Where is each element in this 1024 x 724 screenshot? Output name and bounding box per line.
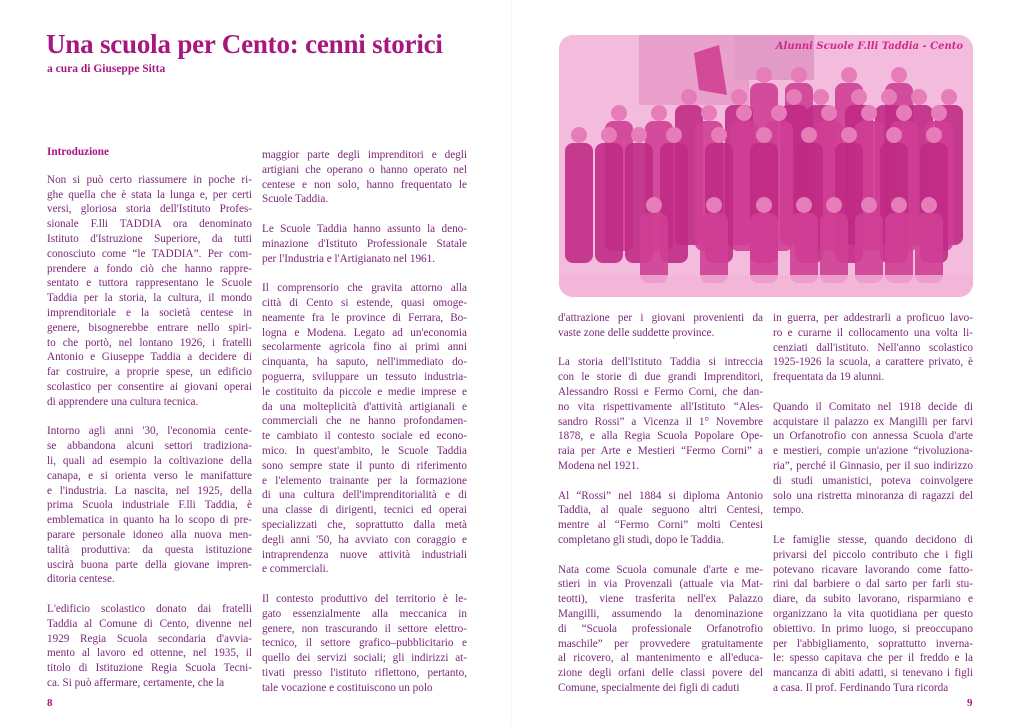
student-head <box>886 127 902 143</box>
text-line: artigiani che operano o hanno operato nel <box>262 163 467 176</box>
paragraph <box>773 311 973 385</box>
text-line: per l'abbigliamento, soprattutto inverna- <box>773 637 973 650</box>
text-line: canapa, e si orienta verso le manifatture <box>47 469 252 482</box>
text-line: tempo. <box>773 504 804 517</box>
paragraph <box>773 533 973 696</box>
paragraph <box>262 148 467 207</box>
text-line: scolastico per consentire ai giovani operai <box>47 380 252 393</box>
text-line: li, quali ad esempio la coltivazione della <box>47 454 252 467</box>
text-line: emblematica in quanto ha lo scopo di pre- <box>47 514 252 527</box>
text-line: talità produttiva: da questa istituzione <box>47 543 252 556</box>
student-head <box>861 105 877 121</box>
text-line: per l'Industria e l'Artigianato nel 1961. <box>262 252 436 265</box>
student-head <box>571 127 587 143</box>
text-line: frequentata da 19 alunni. <box>773 371 885 384</box>
text-line: ria”, perché il Ginnasio, per il suo indirizzo <box>773 459 973 472</box>
student-head <box>706 197 722 213</box>
text-line: potevano ricavare lavorando come fatto- <box>773 563 973 576</box>
text-line: d'attrazione per i giovani provenienti da <box>558 312 763 324</box>
text-line: di una cultura dell'imprenditorialità e di <box>262 489 467 502</box>
student-head <box>711 127 727 143</box>
student-head <box>631 127 647 143</box>
photo-caption: Alunni Scuole F.lli Taddia - Cento <box>775 41 963 52</box>
paragraph <box>558 563 763 696</box>
text-line: solo una ristretta minoranza di ragazzi del <box>773 489 973 502</box>
text-line: genere, bisognerebbe entrare nello spiri- <box>47 321 252 334</box>
text-line: stieri in via Provenzali (attuale via Mat- <box>558 578 763 591</box>
text-line: Il comprensorio che gravita attorno alla <box>262 282 467 295</box>
text-line: e mestieri, compie un'azione “rivoluziona- <box>773 445 973 458</box>
section-heading: Introduzione <box>47 146 109 158</box>
text-line: Quando il Comitato nel 1918 decide di <box>773 400 973 413</box>
text-line: teotti), viene trasferita nell'ex Palazzo <box>558 593 763 606</box>
text-line: obiettivo. In primo luogo, si preoccupano <box>773 622 973 635</box>
text-line: Comune, specialmente dei figli di caduti <box>558 681 740 694</box>
text-line: centese e non solo, hanno frequentato le <box>262 178 467 191</box>
student-head <box>771 105 787 121</box>
text-line: zione degli orfani delle classi povere del <box>558 667 763 680</box>
text-line: al ricovero, al mantenimento e all'educa- <box>558 652 763 665</box>
page-gutter <box>511 0 513 724</box>
student-head <box>601 127 617 143</box>
text-line: se abbandona alcuni settori tradiziona- <box>47 440 252 453</box>
text-line: mento al lavoro ed ottenne, nel 1935, il <box>47 647 252 660</box>
text-line: città di Cento si estende, quasi omoge- <box>262 296 467 309</box>
text-line: e commerciali. <box>262 563 329 576</box>
text-line: Nata come Scuola comunale d'arte e me- <box>558 563 763 576</box>
text-line: 1929 Regia Scuola secondaria d'avvia- <box>47 632 252 645</box>
text-line: sandro Rossi” a Vicenza il 1° Novembre <box>558 415 763 428</box>
student-head <box>646 197 662 213</box>
paragraph <box>47 173 252 410</box>
text-line: 1878, e alla Regia Scuola Popolare Ope- <box>558 430 763 443</box>
text-line: titolo di Istituzione Regia Scuola Tecni- <box>47 662 252 675</box>
student-head <box>841 127 857 143</box>
text-line: poguerra, sviluppare un tessuto industria- <box>262 370 467 383</box>
text-line: e l'elemento trainante per la formazione <box>262 474 467 487</box>
text-line: tivati presso l'istituto riflettono, pertanto, <box>262 666 467 679</box>
text-line: uscirà buona parte della giovane impren- <box>47 558 252 571</box>
text-line: La storia dell'Istituto Taddia si intreccia <box>558 356 763 369</box>
text-line: cinquanta, ha saputo, nell'immediato do- <box>262 356 467 369</box>
text-line: Antonio e Giuseppe Taddia a decidere di <box>47 351 252 364</box>
article-title: Una scuola per Cento: cenni storici <box>46 29 443 59</box>
page-number-right: 9 <box>967 697 973 709</box>
text-line: commerciali che ne hanno profondamen- <box>262 415 467 428</box>
text-line: raia per Arte e Mestieri “Fermo Corni” a <box>558 445 763 458</box>
student-head <box>756 67 772 83</box>
text-line: ro e curarne il collocamento una volta li- <box>773 326 973 339</box>
class-photo-image <box>559 35 973 297</box>
text-line: di “Scuola professionale Orfanotrofio <box>558 622 763 635</box>
text-line: tale vocazione e costituiscono un polo <box>262 681 433 694</box>
student-head <box>731 89 747 105</box>
text-line: Le Scuole Taddia hanno assunto la deno- <box>262 222 467 235</box>
text-line: sono sempre state il punto di riferimento <box>262 459 467 472</box>
text-line: logna e Modena. Legato ad un'economia <box>262 326 467 339</box>
student-head <box>701 105 717 121</box>
student-head <box>813 89 829 105</box>
student-head <box>611 105 627 121</box>
text-column-2 <box>262 148 467 710</box>
text-line: specializzati che, soprattutto dalla metà <box>262 518 467 531</box>
text-line: Modena nel 1921. <box>558 459 640 472</box>
student-head <box>841 67 857 83</box>
text-line: le: spesso capitava che per il freddo e la <box>773 652 973 665</box>
student-body <box>595 143 623 263</box>
student-head <box>931 105 947 121</box>
text-line: Il contesto produttivo del territorio è le- <box>262 592 467 605</box>
text-line: gato essenzialmente alla meccanica in <box>262 607 467 620</box>
student-body <box>640 213 668 283</box>
text-line: di studi umanistici, poteva coinvolgere <box>773 474 973 487</box>
text-line: L'edificio scolastico donato dai fratelli <box>47 602 252 615</box>
student-head <box>791 67 807 83</box>
student-head <box>756 127 772 143</box>
text-line: di apprendere una cultura tecnica. <box>47 395 199 408</box>
paragraph <box>47 602 252 691</box>
class-photo <box>559 35 973 297</box>
text-line: maggior parte degli imprenditori e degli <box>262 149 467 161</box>
ground <box>559 275 973 297</box>
paragraph <box>558 311 763 341</box>
student-body <box>855 213 883 283</box>
text-line: tecnico, il settore grafico–pubblicitario e <box>262 637 467 650</box>
student-head <box>786 89 802 105</box>
paragraph <box>558 355 763 473</box>
text-line: sentato e tuttora rappresentano le Scuole <box>47 277 252 290</box>
text-line: genere, non trascurando il settore elettro- <box>262 622 467 635</box>
text-line: Taddia, al quale seguono altri Centesi, <box>558 504 763 517</box>
text-line: conosciuto come “le TADDIA”. Per com- <box>47 247 252 260</box>
student-body <box>565 143 593 263</box>
article-author: a cura di Giuseppe Sitta <box>47 63 166 75</box>
student-head <box>851 89 867 105</box>
text-line: ghe quella che è stata la lunga e, per certi <box>47 188 252 201</box>
text-line: a casa. Il prof. Ferdinando Tura ricorda <box>773 681 949 694</box>
text-line: da una molteplicità d'attività artigianali e <box>262 400 467 413</box>
text-line: sionale F.lli TADDIA ora denominato <box>47 218 252 231</box>
text-line: Le famiglie stesse, quando decidono di <box>773 533 973 546</box>
paragraph <box>47 424 252 587</box>
student-head <box>941 89 957 105</box>
student-head <box>796 197 812 213</box>
student-head <box>861 197 877 213</box>
text-line: acquistare il palazzo ex Mangilli per farvi <box>773 415 973 428</box>
paragraph <box>262 592 467 696</box>
text-line: le costituito da piccole e medie imprese e <box>262 385 467 398</box>
paragraph <box>262 222 467 266</box>
text-line: Non si può certo riassumere in poche ri- <box>47 173 252 186</box>
text-line: secolarmente agricola fino ai primi anni <box>262 341 467 354</box>
text-column-3 <box>558 311 763 711</box>
text-line: versi, gloriosa storia dell'Istituto Profes- <box>47 203 252 216</box>
text-line: Istituto d'Istruzione Superiore, da tutti <box>47 232 252 245</box>
text-line: intraprendenza nuove attività industriali <box>262 548 467 561</box>
student-body <box>700 213 728 283</box>
text-line: diare, da subito lavorano, risparmiano e <box>773 593 973 606</box>
student-head <box>921 197 937 213</box>
text-line: e l'industria. La nascita, nel 1925, della <box>47 484 252 497</box>
student-head <box>736 105 752 121</box>
student-head <box>826 197 842 213</box>
student-body <box>750 213 778 283</box>
page-number-left: 8 <box>47 697 53 709</box>
text-line: te cambiato il contesto sociale ed econo- <box>262 430 467 443</box>
paragraph <box>558 489 763 548</box>
text-line: maschile” per provvedere gratuitamente <box>558 637 763 650</box>
student-head <box>911 89 927 105</box>
text-line: mentre al “Fermo Corni” molti Centesi <box>558 519 763 532</box>
student-head <box>891 67 907 83</box>
text-line: Mangilli, assumendo la denominazione <box>558 607 763 620</box>
student-head <box>896 105 912 121</box>
student-body <box>915 213 943 283</box>
text-line: no vita rispettivamente all'Istituto “Ales- <box>558 400 763 413</box>
text-line: rini dal barbiere o dal sarto per farli stu- <box>773 578 973 591</box>
student-head <box>801 127 817 143</box>
text-line: mico. In quest'ambito, le Scuole Taddia <box>262 444 467 457</box>
student-body <box>885 213 913 283</box>
text-column-4 <box>773 311 973 711</box>
text-line: organizzano la vita quotidiana per questo <box>773 607 973 620</box>
text-line: privarsi del piccolo contributo che i figli <box>773 548 973 561</box>
student-head <box>681 89 697 105</box>
student-head <box>821 105 837 121</box>
student-head <box>926 127 942 143</box>
text-line: vaste zone delle suddette province. <box>558 326 715 339</box>
text-line: mancanza di abiti adatti, si tenevano i figli <box>773 667 973 680</box>
text-line: minazione d'Istituto Professionale Statale <box>262 237 467 250</box>
student-head <box>881 89 897 105</box>
text-line: Taddia al Comune di Cento, divenne nel <box>47 617 252 630</box>
text-line: quello dei servizi sociali; gli indirizzi at- <box>262 652 467 665</box>
student-head <box>756 197 772 213</box>
text-line: Alessandro Rossi e Fermo Corni, che dan- <box>558 385 763 398</box>
text-line: una classe di dirigenti, tecnici ed operai <box>262 504 467 517</box>
paragraph <box>262 281 467 577</box>
student-head <box>666 127 682 143</box>
text-line: completano gli studi, dopo le Taddia. <box>558 533 724 546</box>
text-line: prendere a fondo ciò che hanno rappre- <box>47 262 252 275</box>
text-line: to che portò, nel lontano 1926, i fratelli <box>47 336 252 349</box>
text-line: parare personale idoneo alla nuova men- <box>47 528 252 541</box>
text-line: far costruire, a proprie spese, un edificio <box>47 366 252 379</box>
text-line: Scuole Taddia. <box>262 193 329 206</box>
text-line: 1925-1926 la scuola, a carattere privato, è <box>773 356 973 369</box>
text-line: Taddia per la storia, la cultura, il mondo <box>47 292 252 305</box>
text-line: Intorno agli anni '30, l'economia cente- <box>47 425 252 438</box>
text-line: prima Scuola industriale F.lli Taddia, è <box>47 499 252 512</box>
text-line: neamente fra le province di Ferrara, Bo- <box>262 311 467 324</box>
student-body <box>820 213 848 283</box>
text-line: imprenditoriale e la società centese in <box>47 306 252 319</box>
text-line: ditoria centese. <box>47 573 115 586</box>
text-line: con le storie di due grandi Imprenditori, <box>558 371 763 384</box>
text-line: in guerra, per addestrarli a proficuo lavo- <box>773 312 973 324</box>
student-head <box>891 197 907 213</box>
text-column-1 <box>47 145 252 705</box>
text-line: ca. Si può affermare, certamente, che la <box>47 676 225 689</box>
text-line: un Orfanotrofio con annessa Scuola d'arte <box>773 430 973 443</box>
text-line: Al “Rossi” nel 1884 si diploma Antonio <box>558 489 763 502</box>
text-line: degli anni '50, ha avviato con coraggio e <box>262 533 467 546</box>
student-body <box>790 213 818 283</box>
student-head <box>651 105 667 121</box>
paragraph <box>773 400 973 518</box>
text-line: cenziati dall'istituto. Nell'anno scolastico <box>773 341 973 354</box>
